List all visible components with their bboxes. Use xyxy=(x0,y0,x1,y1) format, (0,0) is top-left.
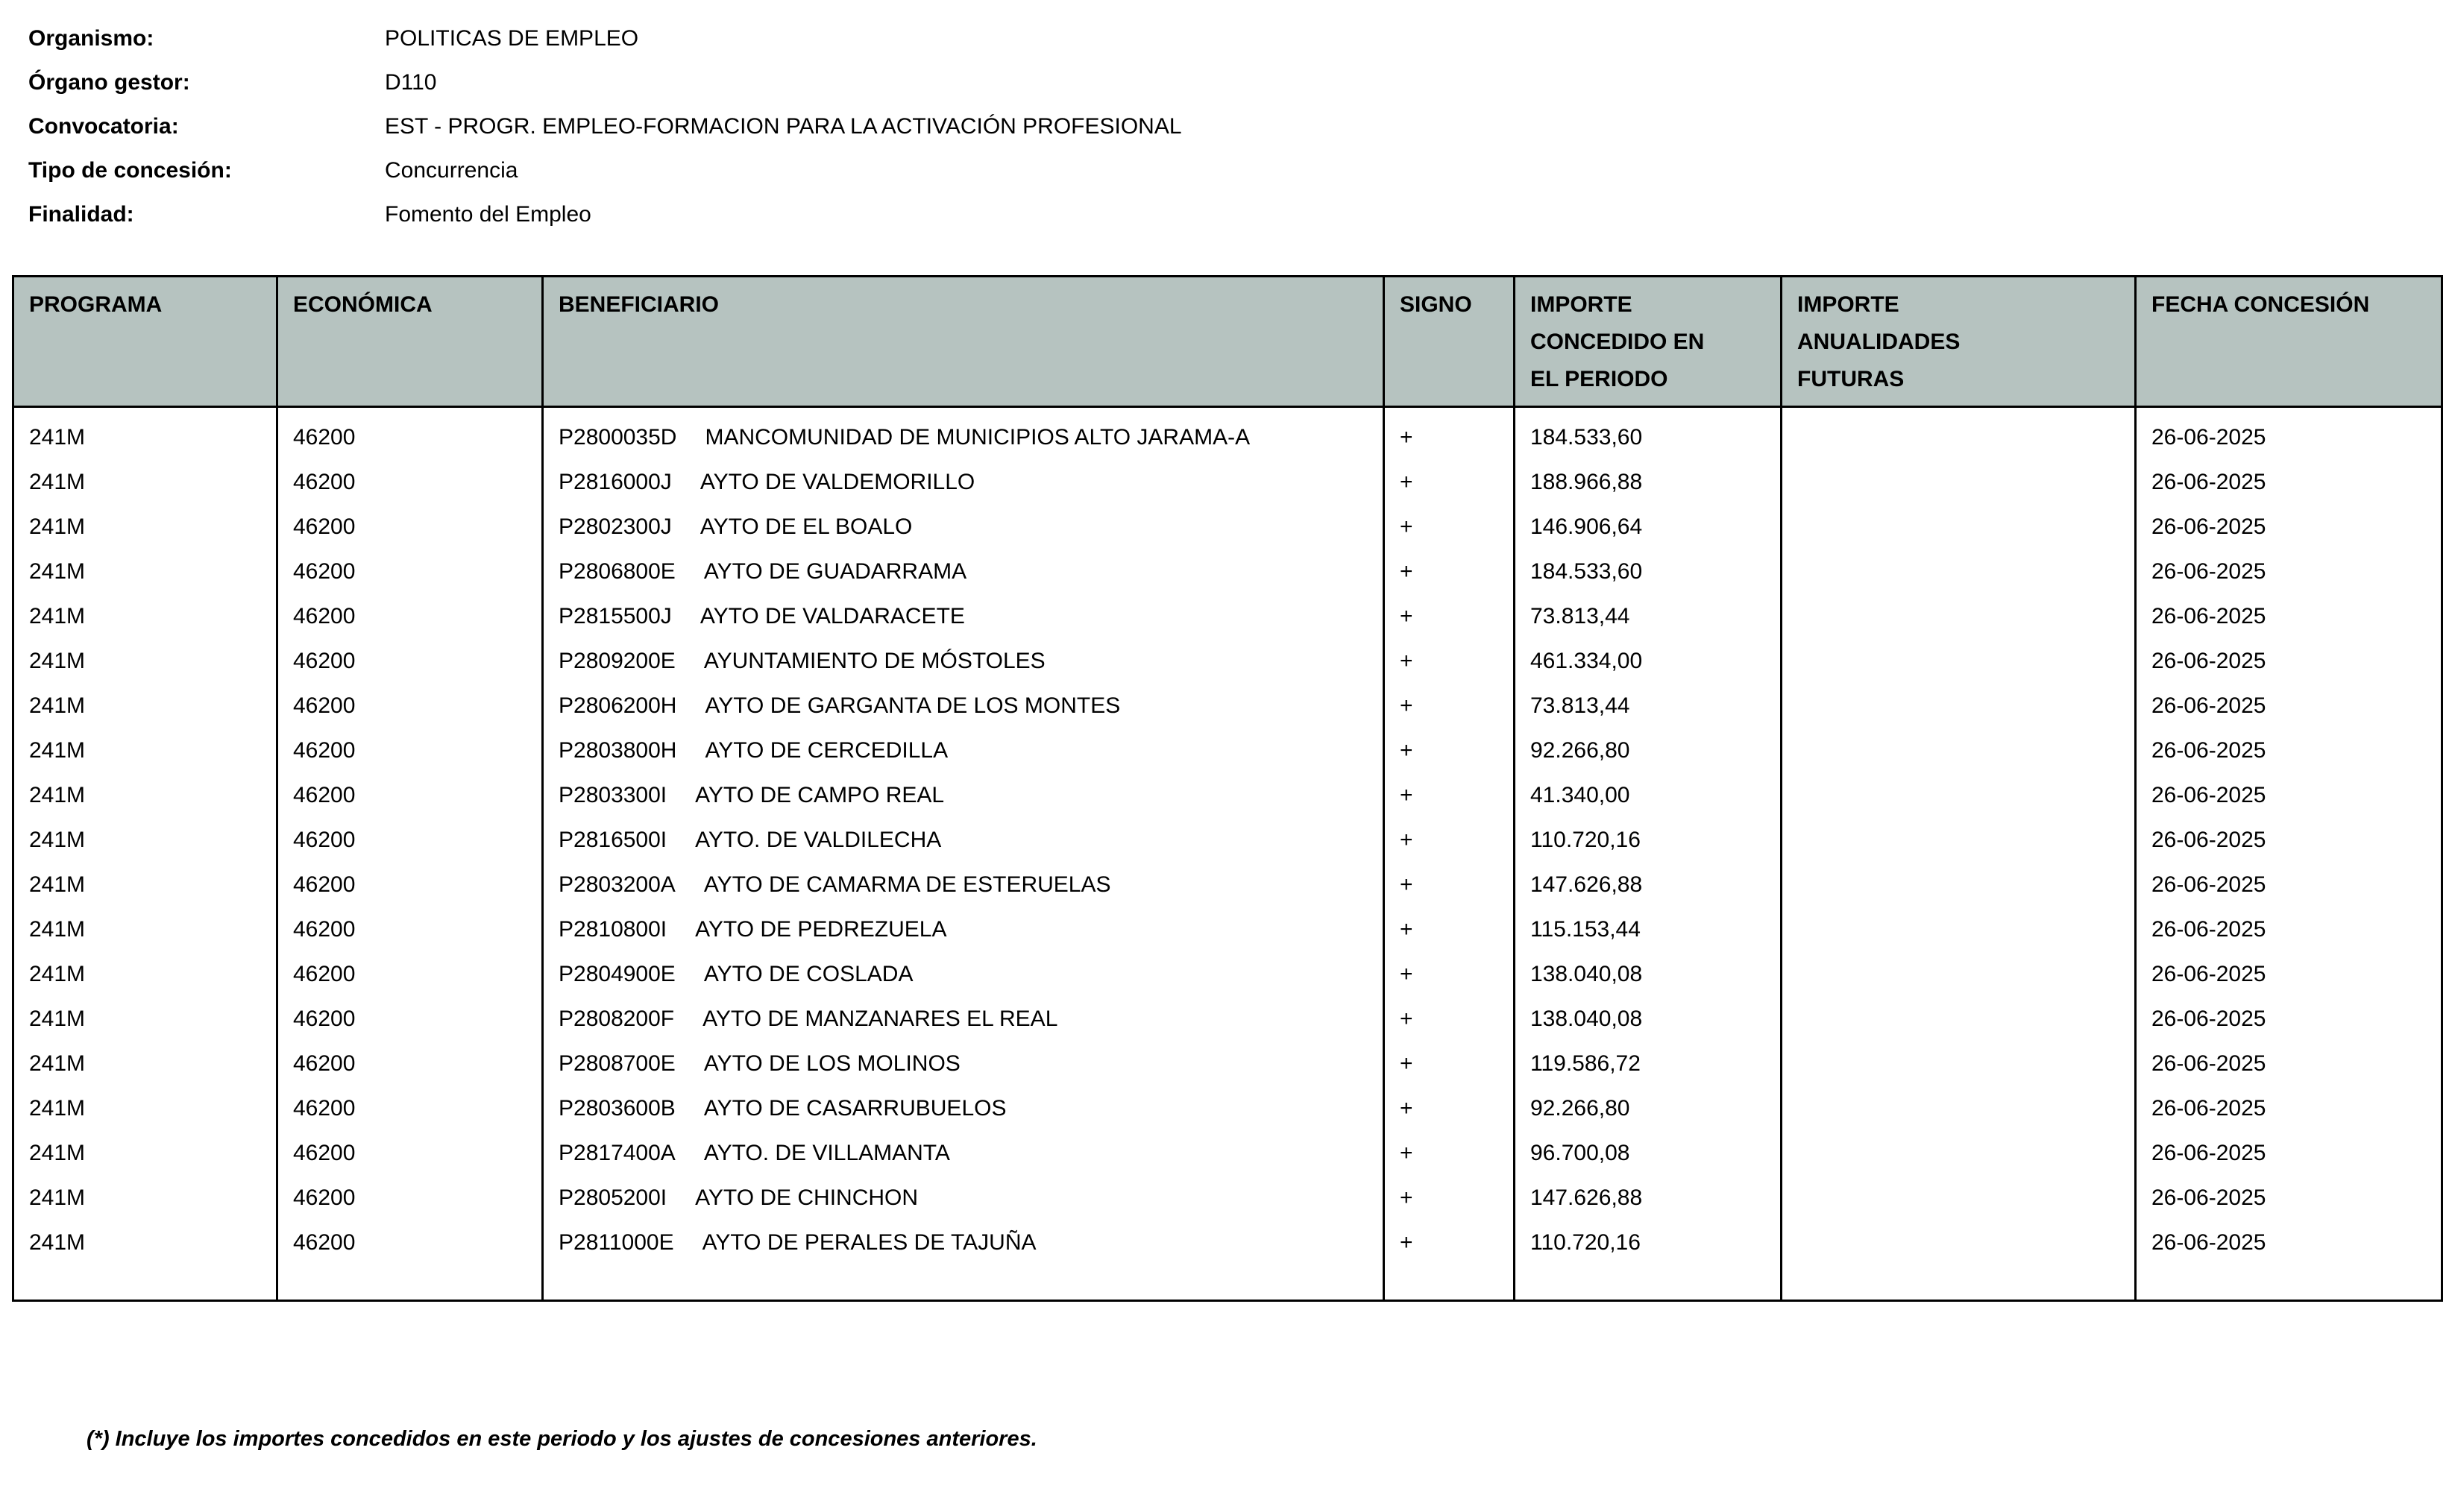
cell-importe-concedido: 96.700,08 xyxy=(1515,1131,1782,1176)
cell-economica: 46200 xyxy=(277,997,543,1042)
cell-importe-concedido: 147.626,88 xyxy=(1515,863,1782,907)
cell-economica: 46200 xyxy=(277,1131,543,1176)
beneficiario-name: AYTO DE CASARRUBUELOS xyxy=(703,1096,1007,1121)
cell-economica: 46200 xyxy=(277,728,543,773)
beneficiario-name: AYTO DE PEDREZUELA xyxy=(695,917,947,942)
cell-importe-concedido: 119.586,72 xyxy=(1515,1042,1782,1086)
cell-signo: + xyxy=(1384,1086,1515,1131)
cell-fecha-concesion: 26-06-2025 xyxy=(2136,460,2442,505)
beneficiario-name: AYTO DE GARGANTA DE LOS MONTES xyxy=(705,693,1121,718)
cell-beneficiario xyxy=(543,863,1384,907)
cell-economica: 46200 xyxy=(277,505,543,549)
cell-signo: + xyxy=(1384,818,1515,863)
cell-importe-anualidades xyxy=(1782,1042,2136,1086)
meta-value: POLITICAS DE EMPLEO xyxy=(385,26,639,51)
cell-signo: + xyxy=(1384,952,1515,997)
cell-beneficiario xyxy=(543,997,1384,1042)
cell-signo: + xyxy=(1384,1131,1515,1176)
cell-beneficiario xyxy=(543,505,1384,549)
cell-economica: 46200 xyxy=(277,818,543,863)
beneficiario-code: P2803800H xyxy=(559,738,677,763)
cell-economica: 46200 xyxy=(277,1086,543,1131)
beneficiario-name: AYTO DE PERALES DE TAJUÑA xyxy=(702,1230,1037,1255)
table-row xyxy=(13,505,2442,549)
meta-row xyxy=(28,192,2452,236)
beneficiario-code: P2803300I xyxy=(559,783,667,807)
meta-label: Órgano gestor: xyxy=(28,70,190,95)
cell-fecha-concesion: 26-06-2025 xyxy=(2136,773,2442,818)
meta-label: Organismo: xyxy=(28,26,154,51)
cell-importe-anualidades xyxy=(1782,505,2136,549)
column-header: IMPORTE ANUALIDADES FUTURAS xyxy=(1782,277,2136,407)
cell-beneficiario xyxy=(543,1220,1384,1301)
cell-beneficiario xyxy=(543,1086,1384,1131)
cell-importe-concedido: 110.720,16 xyxy=(1515,818,1782,863)
cell-importe-anualidades xyxy=(1782,728,2136,773)
cell-economica: 46200 xyxy=(277,460,543,505)
column-header: FECHA CONCESIÓN xyxy=(2136,277,2442,407)
table-head xyxy=(13,277,2442,407)
beneficiario-name: AYUNTAMIENTO DE MÓSTOLES xyxy=(703,649,1046,673)
cell-importe-anualidades xyxy=(1782,1176,2136,1220)
table-row xyxy=(13,1220,2442,1301)
column-header: ECONÓMICA xyxy=(277,277,543,407)
cell-signo: + xyxy=(1384,907,1515,952)
cell-signo: + xyxy=(1384,407,1515,461)
cell-importe-anualidades xyxy=(1782,594,2136,639)
cell-economica: 46200 xyxy=(277,863,543,907)
beneficiario-name: AYTO DE CHINCHON xyxy=(695,1185,919,1210)
meta-label: Convocatoria: xyxy=(28,114,179,139)
cell-importe-concedido: 41.340,00 xyxy=(1515,773,1782,818)
cell-beneficiario xyxy=(543,594,1384,639)
cell-beneficiario xyxy=(543,952,1384,997)
beneficiario-code: P2811000E xyxy=(559,1230,674,1255)
cell-fecha-concesion: 26-06-2025 xyxy=(2136,818,2442,863)
beneficiario-name: AYTO DE COSLADA xyxy=(703,962,914,986)
cell-programa: 241M xyxy=(13,1220,277,1301)
cell-importe-concedido: 110.720,16 xyxy=(1515,1220,1782,1301)
table-row xyxy=(13,1042,2442,1086)
cell-signo: + xyxy=(1384,594,1515,639)
cell-beneficiario xyxy=(543,639,1384,684)
cell-signo: + xyxy=(1384,549,1515,594)
beneficiario-code: P2816500I xyxy=(559,828,667,852)
beneficiario-code: P2808700E xyxy=(559,1051,676,1076)
cell-economica: 46200 xyxy=(277,907,543,952)
table-row xyxy=(13,728,2442,773)
beneficiario-name: AYTO DE EL BOALO xyxy=(700,514,913,539)
table-row xyxy=(13,773,2442,818)
cell-beneficiario xyxy=(543,684,1384,728)
cell-signo: + xyxy=(1384,505,1515,549)
table-row xyxy=(13,1176,2442,1220)
cell-economica: 46200 xyxy=(277,594,543,639)
cell-beneficiario xyxy=(543,1131,1384,1176)
cell-signo: + xyxy=(1384,773,1515,818)
column-header: BENEFICIARIO xyxy=(543,277,1384,407)
cell-beneficiario xyxy=(543,773,1384,818)
column-header: IMPORTE CONCEDIDO EN EL PERIODO xyxy=(1515,277,1782,407)
beneficiario-code: P2805200I xyxy=(559,1185,667,1210)
table-row xyxy=(13,907,2442,952)
cell-importe-concedido: 184.533,60 xyxy=(1515,407,1782,461)
beneficiario-name: AYTO DE GUADARRAMA xyxy=(703,559,967,584)
cell-importe-concedido: 184.533,60 xyxy=(1515,549,1782,594)
beneficiario-code: P2815500J xyxy=(559,604,672,629)
cell-economica: 46200 xyxy=(277,1176,543,1220)
beneficiario-code: P2803200A xyxy=(559,872,676,897)
table-row xyxy=(13,997,2442,1042)
cell-programa: 241M xyxy=(13,773,277,818)
table-row xyxy=(13,549,2442,594)
cell-economica: 46200 xyxy=(277,773,543,818)
cell-programa: 241M xyxy=(13,1042,277,1086)
cell-programa: 241M xyxy=(13,460,277,505)
cell-importe-anualidades xyxy=(1782,818,2136,863)
beneficiario-name: AYTO DE CAMPO REAL xyxy=(695,783,945,807)
cell-economica: 46200 xyxy=(277,407,543,461)
table-row xyxy=(13,863,2442,907)
beneficiario-name: MANCOMUNIDAD DE MUNICIPIOS ALTO JARAMA-A xyxy=(705,425,1251,450)
meta-row xyxy=(28,60,2452,104)
cell-programa: 241M xyxy=(13,639,277,684)
table-row xyxy=(13,1086,2442,1131)
meta-label: Tipo de concesión: xyxy=(28,158,232,183)
cell-fecha-concesion: 26-06-2025 xyxy=(2136,1220,2442,1301)
cell-fecha-concesion: 26-06-2025 xyxy=(2136,863,2442,907)
cell-programa: 241M xyxy=(13,1131,277,1176)
cell-importe-concedido: 138.040,08 xyxy=(1515,952,1782,997)
cell-importe-anualidades xyxy=(1782,1131,2136,1176)
cell-importe-anualidades xyxy=(1782,907,2136,952)
table-header-row xyxy=(13,277,2442,407)
beneficiario-code: P2806200H xyxy=(559,693,677,718)
beneficiario-name: AYTO DE CERCEDILLA xyxy=(705,738,949,763)
cell-programa: 241M xyxy=(13,684,277,728)
cell-beneficiario xyxy=(543,818,1384,863)
beneficiario-code: P2804900E xyxy=(559,962,676,986)
table-row xyxy=(13,1131,2442,1176)
cell-importe-concedido: 92.266,80 xyxy=(1515,728,1782,773)
beneficiario-code: P2808200F xyxy=(559,1007,675,1031)
cell-importe-concedido: 92.266,80 xyxy=(1515,1086,1782,1131)
cell-programa: 241M xyxy=(13,907,277,952)
cell-signo: + xyxy=(1384,728,1515,773)
cell-signo: + xyxy=(1384,863,1515,907)
beneficiario-name: AYTO DE CAMARMA DE ESTERUELAS xyxy=(703,872,1111,897)
table-row xyxy=(13,594,2442,639)
column-header: PROGRAMA xyxy=(13,277,277,407)
cell-programa: 241M xyxy=(13,997,277,1042)
column-header: SIGNO xyxy=(1384,277,1515,407)
table-row xyxy=(13,952,2442,997)
beneficiario-code: P2806800E xyxy=(559,559,676,584)
cell-importe-anualidades xyxy=(1782,639,2136,684)
cell-beneficiario xyxy=(543,1176,1384,1220)
cell-beneficiario xyxy=(543,1042,1384,1086)
table-row xyxy=(13,460,2442,505)
cell-importe-concedido: 461.334,00 xyxy=(1515,639,1782,684)
cell-programa: 241M xyxy=(13,594,277,639)
cell-economica: 46200 xyxy=(277,549,543,594)
cell-economica: 46200 xyxy=(277,639,543,684)
cell-signo: + xyxy=(1384,1042,1515,1086)
cell-importe-concedido: 73.813,44 xyxy=(1515,684,1782,728)
beneficiario-code: P2800035D xyxy=(559,425,677,450)
cell-programa: 241M xyxy=(13,549,277,594)
cell-programa: 241M xyxy=(13,1176,277,1220)
cell-fecha-concesion: 26-06-2025 xyxy=(2136,1086,2442,1131)
cell-economica: 46200 xyxy=(277,1220,543,1301)
cell-programa: 241M xyxy=(13,818,277,863)
cell-programa: 241M xyxy=(13,505,277,549)
beneficiario-code: P2809200E xyxy=(559,649,676,673)
table-row xyxy=(13,818,2442,863)
meta-value: Concurrencia xyxy=(385,158,518,183)
grants-table xyxy=(12,275,2443,1302)
cell-signo: + xyxy=(1384,684,1515,728)
table-body xyxy=(13,407,2442,1301)
cell-importe-anualidades xyxy=(1782,549,2136,594)
cell-economica: 46200 xyxy=(277,684,543,728)
cell-programa: 241M xyxy=(13,952,277,997)
beneficiario-code: P2817400A xyxy=(559,1141,676,1165)
cell-programa: 241M xyxy=(13,728,277,773)
beneficiario-name: AYTO DE VALDARACETE xyxy=(700,604,965,629)
cell-fecha-concesion: 26-06-2025 xyxy=(2136,639,2442,684)
cell-importe-anualidades xyxy=(1782,684,2136,728)
cell-fecha-concesion: 26-06-2025 xyxy=(2136,549,2442,594)
cell-fecha-concesion: 26-06-2025 xyxy=(2136,684,2442,728)
beneficiario-name: AYTO DE VALDEMORILLO xyxy=(700,470,975,494)
cell-importe-anualidades xyxy=(1782,773,2136,818)
cell-importe-anualidades xyxy=(1782,997,2136,1042)
table-row xyxy=(13,639,2442,684)
cell-fecha-concesion: 26-06-2025 xyxy=(2136,728,2442,773)
cell-beneficiario xyxy=(543,460,1384,505)
meta-value: D110 xyxy=(385,70,437,95)
cell-beneficiario xyxy=(543,407,1384,461)
cell-importe-concedido: 73.813,44 xyxy=(1515,594,1782,639)
cell-signo: + xyxy=(1384,1176,1515,1220)
table-row xyxy=(13,407,2442,461)
beneficiario-name: AYTO. DE VILLAMANTA xyxy=(703,1141,950,1165)
cell-signo: + xyxy=(1384,997,1515,1042)
cell-importe-concedido: 147.626,88 xyxy=(1515,1176,1782,1220)
cell-importe-anualidades xyxy=(1782,952,2136,997)
cell-signo: + xyxy=(1384,460,1515,505)
beneficiario-name: AYTO DE MANZANARES EL REAL xyxy=(702,1007,1058,1031)
cell-signo: + xyxy=(1384,1220,1515,1301)
cell-importe-anualidades xyxy=(1782,1220,2136,1301)
cell-programa: 241M xyxy=(13,863,277,907)
cell-beneficiario xyxy=(543,907,1384,952)
cell-fecha-concesion: 26-06-2025 xyxy=(2136,1176,2442,1220)
cell-fecha-concesion: 26-06-2025 xyxy=(2136,1042,2442,1086)
cell-importe-concedido: 138.040,08 xyxy=(1515,997,1782,1042)
meta-row xyxy=(28,16,2452,60)
cell-beneficiario xyxy=(543,728,1384,773)
meta-value: Fomento del Empleo xyxy=(385,202,591,227)
cell-importe-anualidades xyxy=(1782,407,2136,461)
cell-importe-anualidades xyxy=(1782,460,2136,505)
document-header xyxy=(0,0,2452,236)
cell-programa: 241M xyxy=(13,1086,277,1131)
beneficiario-code: P2802300J xyxy=(559,514,672,539)
cell-signo: + xyxy=(1384,639,1515,684)
cell-fecha-concesion: 26-06-2025 xyxy=(2136,907,2442,952)
meta-value: EST - PROGR. EMPLEO-FORMACION PARA LA ACTIVACIÓN PROFESIONAL xyxy=(385,114,1182,139)
cell-importe-anualidades xyxy=(1782,863,2136,907)
cell-importe-concedido: 188.966,88 xyxy=(1515,460,1782,505)
beneficiario-code: P2803600B xyxy=(559,1096,676,1121)
cell-fecha-concesion: 26-06-2025 xyxy=(2136,505,2442,549)
cell-fecha-concesion: 26-06-2025 xyxy=(2136,594,2442,639)
cell-fecha-concesion: 26-06-2025 xyxy=(2136,407,2442,461)
cell-fecha-concesion: 26-06-2025 xyxy=(2136,997,2442,1042)
cell-fecha-concesion: 26-06-2025 xyxy=(2136,1131,2442,1176)
cell-programa: 241M xyxy=(13,407,277,461)
cell-beneficiario xyxy=(543,549,1384,594)
cell-importe-concedido: 146.906,64 xyxy=(1515,505,1782,549)
cell-economica: 46200 xyxy=(277,952,543,997)
meta-row xyxy=(28,148,2452,192)
beneficiario-code: P2816000J xyxy=(559,470,672,494)
meta-label: Finalidad: xyxy=(28,202,134,227)
beneficiario-name: AYTO. DE VALDILECHA xyxy=(695,828,942,852)
beneficiario-code: P2810800I xyxy=(559,917,667,942)
cell-importe-concedido: 115.153,44 xyxy=(1515,907,1782,952)
table-row xyxy=(13,684,2442,728)
cell-importe-anualidades xyxy=(1782,1086,2136,1131)
cell-fecha-concesion: 26-06-2025 xyxy=(2136,952,2442,997)
meta-row xyxy=(28,104,2452,148)
footnote: (*) Incluye los importes concedidos en este periodo y los ajustes de concesiones anteriores. xyxy=(87,1427,1037,1451)
cell-economica: 46200 xyxy=(277,1042,543,1086)
beneficiario-name: AYTO DE LOS MOLINOS xyxy=(703,1051,961,1076)
